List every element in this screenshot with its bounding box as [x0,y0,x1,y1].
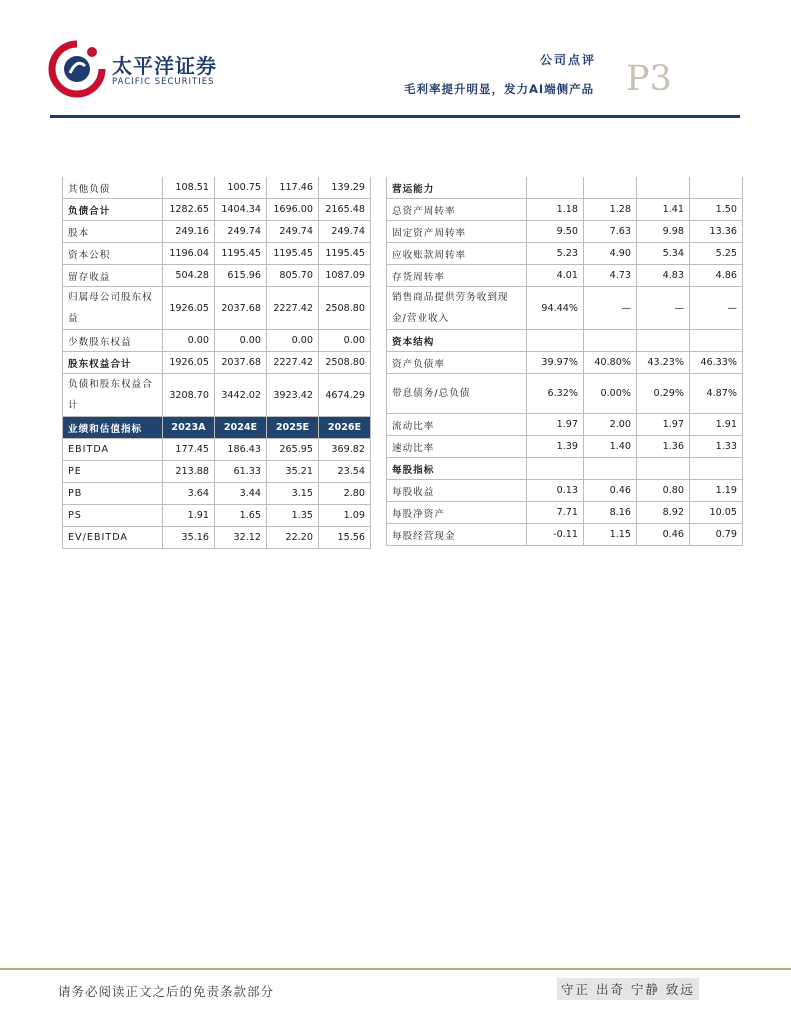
cell-value [584,458,637,480]
row-label: 总资产周转率 [387,199,527,221]
cell-value: 40.80% [584,352,637,374]
cell-value: 4.83 [637,265,690,287]
row-label: 每股净资产 [387,502,527,524]
cell-value: 1.91 [690,414,743,436]
cell-value: 8.92 [637,502,690,524]
cell-value [690,330,743,352]
cell-value: 7.71 [527,502,584,524]
row-label: 每股收益 [387,480,527,502]
cell-value: 2227.42 [267,287,319,330]
financial-ratios-table [386,177,743,546]
row-label: 营运能力 [387,177,527,199]
cell-value: 177.45 [163,439,215,461]
cell-value: 369.82 [319,439,371,461]
cell-value: 0.00 [319,330,371,352]
cell-value: 1.65 [215,505,267,527]
cell-value [527,458,584,480]
cell-value: 1195.45 [215,243,267,265]
balance-sheet-valuation-table [62,177,371,549]
table-row [387,414,743,436]
table-row [387,243,743,265]
row-label: 业绩和估值指标 [63,417,163,439]
row-label: PS [63,505,163,527]
table-row [63,527,371,549]
page-number: P3 [626,59,672,99]
row-label: 负债和股东权益合计 [63,374,163,417]
table-row [63,177,371,199]
cell-value: 1696.00 [267,199,319,221]
cell-value: 504.28 [163,265,215,287]
cell-value: 2227.42 [267,352,319,374]
table-row [387,524,743,546]
cell-value [527,177,584,199]
row-label: 股本 [63,221,163,243]
table-row [63,352,371,374]
cell-value: 13.36 [690,221,743,243]
cell-value: 0.46 [637,524,690,546]
cell-value: 3208.70 [163,374,215,417]
table-row [387,199,743,221]
cell-value: 1.15 [584,524,637,546]
table-row [387,480,743,502]
cell-value: 249.74 [319,221,371,243]
row-label: 速动比率 [387,436,527,458]
cell-value: 94.44% [527,287,584,330]
cell-value: — [584,287,637,330]
cell-value: 3.44 [215,483,267,505]
logo-english-name: PACIFIC SECURITIES [112,77,215,87]
cell-value: 1196.04 [163,243,215,265]
cell-value: 0.80 [637,480,690,502]
cell-value: 249.74 [215,221,267,243]
row-label: 资本结构 [387,330,527,352]
table-row [63,417,371,439]
cell-value: 1.33 [690,436,743,458]
cell-value: 1.18 [527,199,584,221]
cell-value: 117.46 [267,177,319,199]
cell-value [637,330,690,352]
cell-value: 2025E [267,417,319,439]
cell-value: 1.41 [637,199,690,221]
cell-value: 4.01 [527,265,584,287]
cell-value: 39.97% [527,352,584,374]
cell-value: 265.95 [267,439,319,461]
cell-value: 2508.80 [319,352,371,374]
footer-divider [0,968,791,970]
cell-value: 1.09 [319,505,371,527]
row-label: 应收账款周转率 [387,243,527,265]
cell-value: 805.70 [267,265,319,287]
cell-value: 1195.45 [319,243,371,265]
cell-value: -0.11 [527,524,584,546]
cell-value: 22.20 [267,527,319,549]
cell-value: 1.28 [584,199,637,221]
cell-value: 61.33 [215,461,267,483]
row-label: PE [63,461,163,483]
cell-value: 35.16 [163,527,215,549]
cell-value: 7.63 [584,221,637,243]
cell-value [690,458,743,480]
cell-value: 4.90 [584,243,637,265]
table-row [387,287,743,330]
cell-value: 2037.68 [215,287,267,330]
row-label: 带息债务/总负债 [387,374,527,414]
cell-value [527,330,584,352]
row-label: 少数股东权益 [63,330,163,352]
table-row [63,330,371,352]
cell-value: 35.21 [267,461,319,483]
cell-value: 1.97 [527,414,584,436]
cell-value: 23.54 [319,461,371,483]
cell-value: 615.96 [215,265,267,287]
table-row [63,243,371,265]
row-label: 其他负债 [63,177,163,199]
logo-chinese-name: 太平洋证券 [112,54,217,78]
cell-value: 3.64 [163,483,215,505]
cell-value: 9.98 [637,221,690,243]
table-row [63,483,371,505]
cell-value: 4.73 [584,265,637,287]
row-label: 销售商品提供劳务收到现金/营业收入 [387,287,527,330]
cell-value: 10.05 [690,502,743,524]
table-row [387,436,743,458]
cell-value: 1.40 [584,436,637,458]
row-label: 资产负债率 [387,352,527,374]
cell-value: 0.00 [163,330,215,352]
table-row [63,287,371,330]
cell-value: 15.56 [319,527,371,549]
cell-value [690,177,743,199]
cell-value: 43.23% [637,352,690,374]
cell-value: 0.79 [690,524,743,546]
company-logo [48,40,248,100]
table-row [63,199,371,221]
row-label: 存货周转率 [387,265,527,287]
table-row [63,461,371,483]
cell-value: 2.80 [319,483,371,505]
header-divider [50,115,740,118]
report-category: 公司点评 [540,53,597,67]
table-row [387,265,743,287]
cell-value: 2023A [163,417,215,439]
row-label: 资本公积 [63,243,163,265]
row-label: 归属母公司股东权益 [63,287,163,330]
table-row [63,265,371,287]
cell-value: 0.00 [267,330,319,352]
cell-value: 3442.02 [215,374,267,417]
row-label: 每股经营现金 [387,524,527,546]
cell-value [637,458,690,480]
cell-value: 2037.68 [215,352,267,374]
cell-value: 0.29% [637,374,690,414]
cell-value: 1.19 [690,480,743,502]
cell-value: 5.23 [527,243,584,265]
table-row [63,221,371,243]
cell-value: 1404.34 [215,199,267,221]
cell-value: 2508.80 [319,287,371,330]
cell-value: 1.39 [527,436,584,458]
cell-value: 108.51 [163,177,215,199]
cell-value: 4.86 [690,265,743,287]
cell-value: 0.46 [584,480,637,502]
table-row [387,352,743,374]
cell-value [637,177,690,199]
footer-motto: 守正 出奇 宁静 致远 [557,978,699,1000]
cell-value: 1926.05 [163,352,215,374]
pacific-securities-logo-icon [48,40,106,98]
row-label: 留存收益 [63,265,163,287]
cell-value: 4674.29 [319,374,371,417]
cell-value: 32.12 [215,527,267,549]
cell-value: 1.35 [267,505,319,527]
cell-value: — [690,287,743,330]
table-row [387,221,743,243]
report-title: 毛利率提升明显，发力AI端侧产品 [404,82,595,96]
cell-value: 1195.45 [267,243,319,265]
cell-value [584,177,637,199]
cell-value: 6.32% [527,374,584,414]
cell-value: 1.97 [637,414,690,436]
table-row [387,502,743,524]
cell-value: 100.75 [215,177,267,199]
cell-value: 139.29 [319,177,371,199]
table-row [63,374,371,417]
cell-value: 2.00 [584,414,637,436]
row-label: 流动比率 [387,414,527,436]
cell-value: 1.91 [163,505,215,527]
cell-value: 0.13 [527,480,584,502]
row-label: 每股指标 [387,458,527,480]
row-label: PB [63,483,163,505]
row-label: 负债合计 [63,199,163,221]
table-row [387,330,743,352]
cell-value: 4.87% [690,374,743,414]
table-row [387,374,743,414]
footer-disclaimer: 请务必阅读正文之后的免责条款部分 [58,984,275,999]
row-label: 股东权益合计 [63,352,163,374]
cell-value: 3923.42 [267,374,319,417]
row-label: EV/EBITDA [63,527,163,549]
row-label: 固定资产周转率 [387,221,527,243]
cell-value: 0.00% [584,374,637,414]
cell-value: 1282.65 [163,199,215,221]
cell-value: 1926.05 [163,287,215,330]
cell-value: 2165.48 [319,199,371,221]
cell-value [584,330,637,352]
cell-value: 5.25 [690,243,743,265]
cell-value: 1087.09 [319,265,371,287]
cell-value: 5.34 [637,243,690,265]
cell-value: 186.43 [215,439,267,461]
cell-value: 46.33% [690,352,743,374]
cell-value: 0.00 [215,330,267,352]
cell-value: — [637,287,690,330]
cell-value: 249.16 [163,221,215,243]
cell-value: 8.16 [584,502,637,524]
table-row [387,177,743,199]
cell-value: 3.15 [267,483,319,505]
cell-value: 2024E [215,417,267,439]
cell-value: 9.50 [527,221,584,243]
table-row [63,505,371,527]
cell-value: 213.88 [163,461,215,483]
table-row [63,439,371,461]
cell-value: 249.74 [267,221,319,243]
cell-value: 1.36 [637,436,690,458]
table-row [387,458,743,480]
cell-value: 2026E [319,417,371,439]
row-label: EBITDA [63,439,163,461]
cell-value: 1.50 [690,199,743,221]
